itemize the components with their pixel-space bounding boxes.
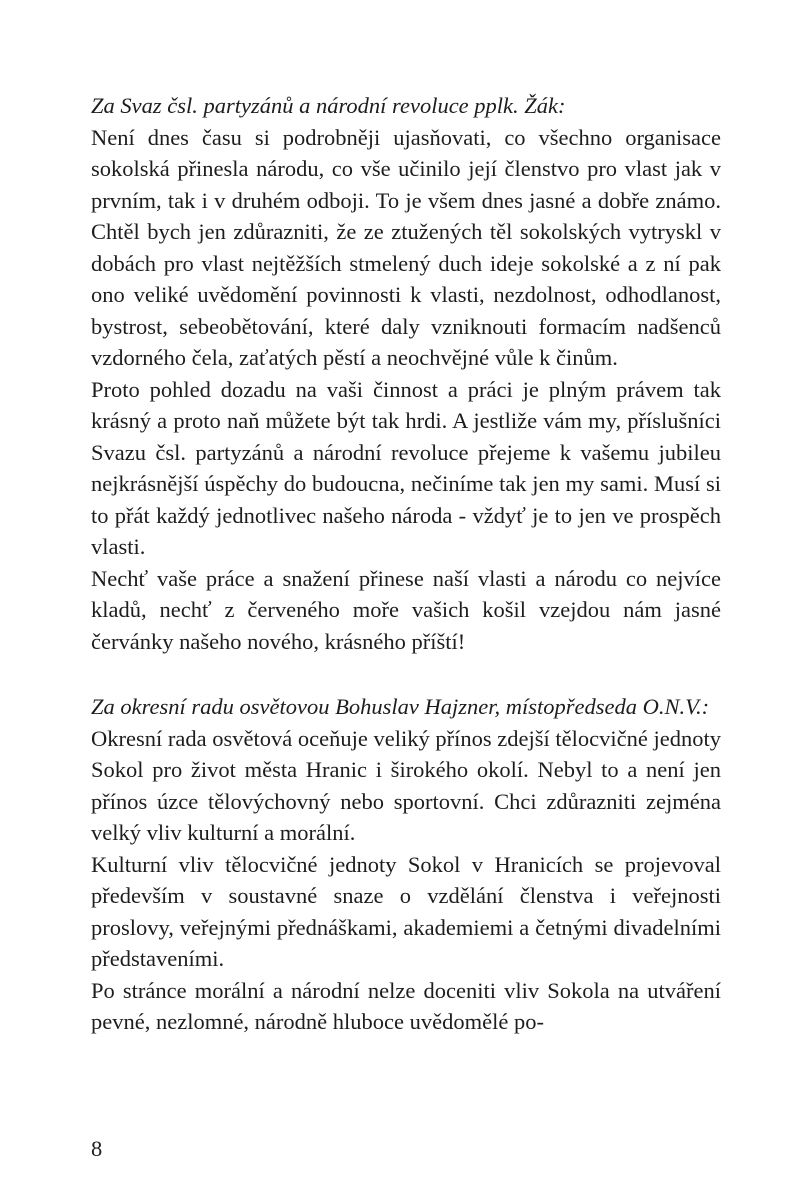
page-number: 8 [91, 1136, 103, 1161]
paragraph: Není dnes času si podrobněji ujasňovati, co všechno organisace sokolská přinesla národu, co vše učinilo její členstvo pro vlast jak v prvním, tak i v druhém odboji. To je všem dnes jasné a dobře známo. Chtěl bych jen zdůrazniti, že ze ztužených těl sokolských vytryskl v dobách pro vlast nejtěžších stmelený duch ideje sokolské a z ní pak ono veliké uvědomění povinnosti k vlasti, nezdolnost, odhodlanost, bystrost, sebeobětování, které daly vzniknouti formacím nadšenců vzdorného čela, zaťatých pěstí a neochvějné vůle k činům. [91, 124, 721, 370]
paragraph: Okresní rada osvětová oceňuje veliký přínos zdejší tělocvičné jednoty Sokol pro život města Hranic i širokého okolí. Nebyl to a není jen přínos úzce tělovýchovný nebo sportovní. Chci zdůrazniti zejména velký vliv kulturní a morální. [91, 725, 721, 845]
paragraph: Nechť vaše práce a snažení přinese naší vlasti a národu co nejvíce kladů, nechť z červeného moře vašich košil vzejdou nám jasné červánky našeho nového, krásného příští! [91, 565, 721, 654]
paragraph: Kulturní vliv tělocvičné jednoty Sokol v Hranicích se projevoval především v soustavné snaze o vzdělání členstva i veřejnosti proslovy, veřejnými přednáškami, akademiemi a četnými divadelními představeními. [91, 851, 721, 971]
section-education-council [91, 691, 721, 1038]
paragraph: Po stránce morální a národní nelze doceniti vliv Sokola na utváření pevné, nezlomné, národně hluboce uvědomělé po- [91, 977, 721, 1034]
paragraph: Proto pohled dozadu na vaši činnost a práci je plným právem tak krásný a proto naň můžete být tak hrdi. A jestliže vám my, příslušníci Svazu čsl. partyzánů a národní revoluce přejeme k vašemu jubileu nejkrásnější úspěchy do budoucna, nečiníme tak jen my sami. Musí si to přát každý jednotlivec našeho národa - vždyť je to jen ve prospěch vlasti. [91, 376, 721, 559]
section-heading: Za Svaz čsl. partyzánů a národní revoluce pplk. Žák: [91, 93, 566, 118]
section-partisans [91, 90, 721, 657]
page-content [91, 90, 721, 1038]
section-heading: Za okresní radu osvětovou Bohuslav Hajzner, místopředseda O.N.V.: [91, 694, 710, 719]
